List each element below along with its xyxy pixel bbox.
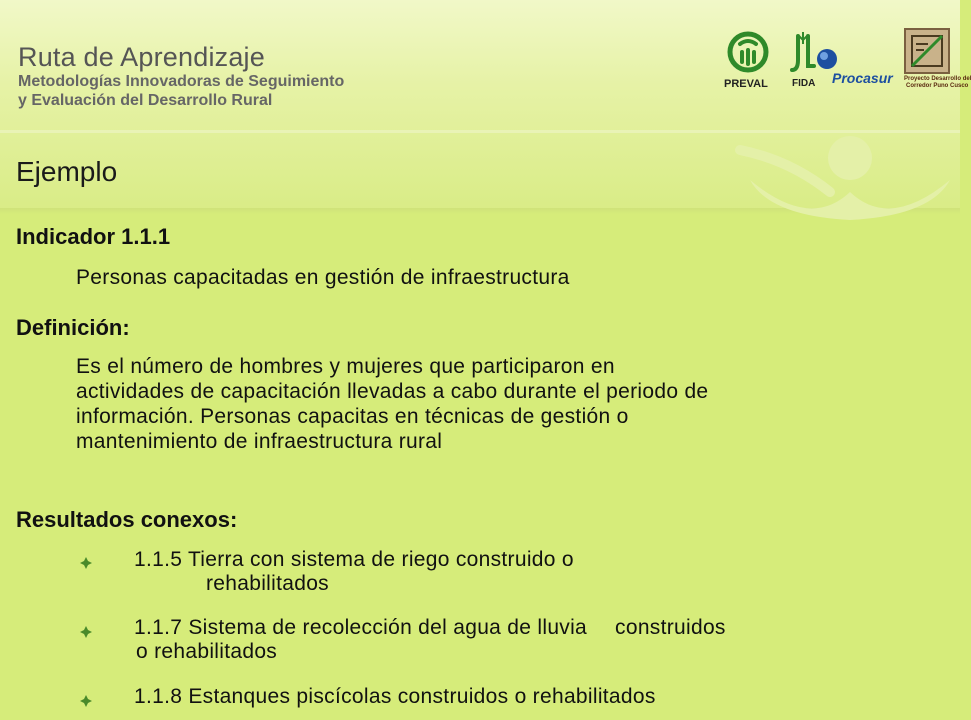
result-item-2-line2: o rehabilitados <box>136 640 278 663</box>
diamond-bullet-icon <box>80 626 92 638</box>
result-item-1-line2: rehabilitados <box>206 572 329 595</box>
fida-icon <box>790 30 816 76</box>
definition-line4: mantenimiento de infraestructura rural <box>76 430 443 453</box>
procasur-label: Procasur <box>832 70 893 86</box>
result-item-3 <box>134 685 954 709</box>
watermark-emblem <box>730 120 960 216</box>
result-item-3-line1: 1.1.8 Estanques piscícolas construidos o rehabilitados <box>134 685 656 708</box>
definition-line3: información. Personas capacitas en técnicas de gestión o <box>76 405 629 428</box>
procasur-logo <box>816 48 838 70</box>
definition-text <box>76 354 946 454</box>
fida-logo <box>790 30 816 76</box>
fida-label: FIDA <box>792 78 816 89</box>
indicator-text: Personas capacitadas en gestión de infraestructura <box>76 266 570 289</box>
brand-subtitle-line1: Metodologías Innovadoras de Seguimiento <box>18 73 345 90</box>
brand-block <box>18 42 344 110</box>
results-heading: Resultados conexos: <box>16 507 238 532</box>
result-item-2-line1b: construidos <box>615 616 726 639</box>
result-item-2-line1a: 1.1.7 Sistema de recolección del agua de lluvia <box>134 616 588 639</box>
result-item-1 <box>134 548 954 596</box>
corredor-label-line2: Corredor Puno Cusco <box>906 83 969 89</box>
corredor-logo <box>904 28 950 74</box>
brand-subtitle-line2: y Evaluación del Desarrollo Rural <box>18 92 273 109</box>
brand-title: Ruta de Aprendizaje <box>18 42 265 72</box>
corredor-icon <box>906 30 948 72</box>
section-title: Ejemplo <box>16 156 118 187</box>
preval-logo <box>726 30 770 74</box>
diamond-bullet-icon <box>80 695 92 707</box>
result-item-2 <box>134 616 954 664</box>
preval-icon <box>726 30 770 74</box>
partner-logos <box>720 26 971 94</box>
globe-icon <box>816 48 838 70</box>
corredor-label-line1: Proyecto Desarrollo del <box>904 76 971 82</box>
definition-line1: Es el número de hombres y mujeres que participaron en <box>76 355 615 378</box>
definition-heading: Definición: <box>16 315 130 340</box>
diamond-bullet-icon <box>80 557 92 569</box>
indicator-heading: Indicador 1.1.1 <box>16 224 171 249</box>
result-item-2-line1 <box>134 616 954 640</box>
definition-line2: actividades de capacitación llevadas a cabo durante el periodo de <box>76 380 709 403</box>
preval-label: PREVAL <box>724 78 768 90</box>
result-item-1-line1: 1.1.5 Tierra con sistema de riego construido o <box>134 548 574 571</box>
